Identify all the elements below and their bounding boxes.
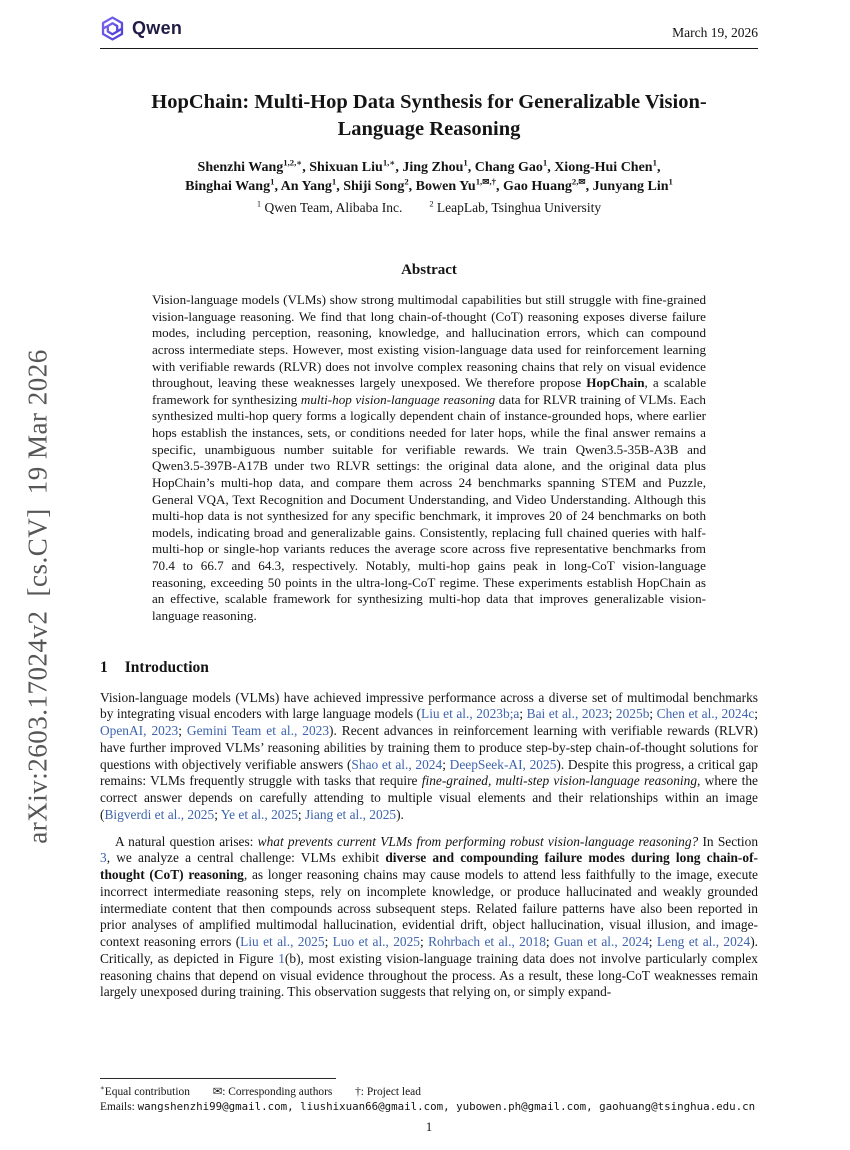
paper-content: [100, 16, 758, 1066]
text-span: , An Yang: [274, 179, 332, 195]
text-span: , Bowen Yu: [408, 179, 476, 195]
text-span: , where the correct answer depends on carefully attending to multiple visual elements and their relationships within an image (: [100, 773, 758, 822]
citation-link[interactable]: OpenAI, 2023: [100, 723, 179, 739]
text-span: data for RLVR training of VLMs. Each synthesized multi-hop query forms a logically dependent chain of instance-grounded hops, where earlier hops establish the instances, sets, or conditions needed for later hops, while the final answer remains a specific, unambiguous number suitable for verifiable rewards. We train Qwen3.5-35B-A3B and Qwen3.5-397B-A17B under two RLVR settings: the original data alone, and the original data plus HopChain’s multi-hop data, and compare them across 24 benchmarks spanning STEM and Puzzle, General VQA, Text Recognition and Document Understanding, and Video Understanding. Although this multi-hop data is not synthesized for any specific benchmark, it improves 20 of 24 benchmarks on both models, indicating broad and generalizable gains. Consistently, replacing full chained queries with half-multi-hop or single-hop variants reduces the average score across five representative benchmarks from 70.4 to 66.7 and 64.3, respectively. Notably, multi-hop gains peak in long-CoT vision-language reasoning, exceeding 50 points in the ultra-long-CoT regime. These experiments establish HopChain as an effective, scalable framework for synthesizing multi-hop data that improves generalizable vision-language reasoning.: [152, 391, 706, 623]
text-span: ).: [396, 806, 404, 822]
qwen-logo-text: Qwen: [132, 18, 183, 38]
text-span: †: Project lead: [355, 1086, 421, 1098]
citation-link[interactable]: Liu et al., 2025: [240, 934, 325, 950]
text-span: ;: [214, 806, 221, 822]
citation-link[interactable]: Luo et al., 2025: [332, 934, 420, 950]
text-span: HopChain: [586, 375, 645, 391]
text-span: ,: [656, 160, 661, 176]
text-span: ). Recent advances in reinforcement learning with verifiable rewards (RLVR) have further improved VLMs’ reasoning abilities by training them to produce step-by-step chain-of-thought solutions for questions with objectively verifiable answers (: [100, 723, 758, 772]
text-span: Qwen Team, Alibaba Inc.: [261, 200, 430, 216]
text-span: ✉: Corresponding authors: [212, 1086, 333, 1098]
affiliations: [100, 200, 758, 216]
superscript: 1,✉,†: [475, 176, 496, 187]
superscript: 1: [668, 176, 673, 187]
citation-link[interactable]: 3: [100, 850, 107, 866]
text-span: multi-hop vision-language reasoning: [300, 391, 496, 407]
text-span: Shenzhi Wang: [197, 160, 284, 176]
citation-link[interactable]: Guan et al., 2024: [553, 934, 649, 950]
text-span: , Shiji Song: [336, 179, 405, 195]
text-span: , Shixuan Liu: [302, 160, 383, 176]
citation-link[interactable]: Gemini Team et al., 2023: [186, 723, 330, 739]
header-date: March 19, 2026: [672, 25, 758, 40]
text-span: [332, 1086, 355, 1098]
citation-link[interactable]: Bai et al., 2023: [526, 706, 609, 722]
superscript: ∗: [100, 1084, 105, 1093]
author-block: [100, 159, 758, 216]
text-span: ;: [754, 706, 758, 722]
text-span: Vision-language models (VLMs) have achieved impressive performance across a diverse set of multimodal benchmarks by integrating visual encoders with large language models (: [100, 689, 758, 722]
citation-link[interactable]: Chen et al., 2024c: [656, 706, 755, 722]
qwen-logo: [100, 16, 182, 41]
text-span: Binghai Wang: [185, 179, 271, 195]
text-span: what prevents current VLMs from performing robust vision-language reasoning?: [257, 833, 699, 849]
superscript: 1: [463, 157, 468, 168]
qwen-logo-icon: [100, 16, 125, 41]
citation-link[interactable]: Bigverdi et al., 2025: [104, 806, 215, 822]
text-span: , a scalable framework for synthesizing: [152, 375, 706, 407]
citation-link[interactable]: 2025b: [615, 706, 650, 722]
superscript: 1,2,∗: [283, 157, 303, 168]
citation-link[interactable]: Jiang et al., 2025: [304, 806, 397, 822]
footnote-rule: [100, 1078, 336, 1079]
page-footer: [100, 1078, 758, 1113]
superscript: 1: [256, 199, 262, 209]
author-line-2: [100, 178, 758, 197]
arxiv-watermark: arXiv:2603.17024v2 [cs.CV] 19 Mar 2026: [22, 349, 53, 844]
citation-link[interactable]: DeepSeek-AI, 2025: [449, 756, 557, 772]
text-span: Equal contribution: [104, 1086, 190, 1098]
abstract-heading: Abstract: [401, 262, 457, 279]
section-number: 1: [100, 658, 108, 676]
paper-title: HopChain: Multi-Hop Data Synthesis for Generalizable Vision-Language Reasoning: [151, 91, 707, 140]
text-span: , Xiong-Hui Chen: [547, 160, 653, 176]
introduction-section: [100, 659, 758, 1002]
section-title: Introduction: [124, 658, 209, 676]
citation-link[interactable]: Shao et al., 2024: [351, 756, 443, 772]
superscript: 2,✉: [571, 176, 586, 187]
superscript: 1: [542, 157, 548, 168]
citation-link[interactable]: Ye et al., 2025: [220, 806, 298, 822]
superscript: 1: [652, 157, 657, 168]
text-span: diverse and compounding failure modes during long chain-of-thought (CoT) reasoning: [100, 850, 758, 883]
page-number: 1: [425, 1119, 433, 1134]
text-span: Emails:: [100, 1101, 138, 1113]
text-span: ). Critically, as depicted in Figure: [100, 934, 758, 966]
text-span: , Jing Zhou: [395, 160, 464, 176]
text-span: ;: [649, 706, 657, 722]
intro-paragraph-2: [100, 834, 758, 1002]
text-span: ;: [608, 706, 616, 722]
text-span: , Junyang Lin: [585, 179, 669, 195]
text-span: ;: [420, 934, 429, 950]
text-span: ). Despite this progress, a critical gap remains: VLMs frequently struggle with tasks that require: [100, 756, 758, 789]
superscript: 1: [270, 176, 275, 187]
superscript: 1: [331, 176, 337, 187]
abstract-body: [152, 292, 706, 625]
citation-link[interactable]: Leng et al., 2024: [656, 934, 751, 950]
text-span: Vision-language models (VLMs) show strong multimodal capabilities but still struggle with fine-grained vision-language reasoning. We find that long chain-of-thought (CoT) reasoning exposes diverse failure modes, including perception, reasoning, knowledge, and hallucination errors, which can compound across intermediate steps. However, most existing vision-language data used for reinforcement learning with verifiable rewards (RLVR) does not involve complex reasoning chains that rely on visual evidence throughout, leaving these weaknesses largely unexposed. We therefore propose: [152, 292, 706, 391]
text-span: [190, 1086, 213, 1098]
text-span: ;: [442, 756, 450, 772]
text-span: ;: [545, 934, 554, 950]
text-span: (b), most existing vision-language training data does not involve particularly complex reasoning chains that depend on visual evidence throughout the process. As a result, these long-CoT weaknesses remain largely unexposed during training. This observation suggests that relying on, or simply expand-: [100, 950, 758, 1000]
citation-link[interactable]: Rohrbach et al., 2018: [428, 934, 546, 950]
footnote-contributions: [100, 1084, 758, 1098]
text-span: In Section: [698, 833, 758, 849]
text-span: ;: [519, 706, 527, 722]
header: [100, 16, 758, 49]
abstract-section: [152, 262, 706, 625]
superscript: 2: [404, 176, 409, 187]
text-span: A natural question arises:: [115, 833, 258, 849]
author-line-1: [100, 159, 758, 178]
text-span: ;: [648, 934, 657, 950]
citation-link[interactable]: 1: [278, 950, 285, 966]
text-span: ;: [324, 934, 333, 950]
text-span: , Chang Gao: [467, 160, 543, 176]
superscript: 1,∗: [382, 157, 396, 168]
intro-paragraph-1: [100, 690, 758, 824]
introduction-heading: [100, 659, 758, 677]
superscript: 2: [429, 199, 434, 209]
citation-link[interactable]: Liu et al., 2023b;a: [421, 706, 520, 722]
text-span: ;: [178, 723, 187, 739]
text-span: , as longer reasoning chains may cause models to attend less faithfully to the image, execute incorrect intermediate reasoning steps, rely on incomplete knowledge, or produce hallucinated and weakly grounded intermediate content that then compounds across subsequent steps. Related failure patterns have also been reported in prior analyses of amplified multimodal hallucination, evidential drift, object hallucination, visual illusion, and image-context reasoning errors (: [100, 867, 758, 950]
text-span: wangshenzhi99@gmail.com, liushixuan66@gmail.com, yubowen.ph@gmail.com, gaohuang@tsinghua.edu.cn: [137, 1100, 756, 1113]
text-span: , we analyze a central challenge: VLMs exhibit: [106, 850, 386, 866]
text-span: ;: [297, 806, 305, 822]
text-span: fine-grained, multi-step vision-language reasoning: [421, 773, 698, 789]
text-span: , Gao Huang: [496, 179, 572, 195]
text-span: LeapLab, Tsinghua University: [433, 200, 602, 216]
footnote-emails: [100, 1100, 758, 1113]
